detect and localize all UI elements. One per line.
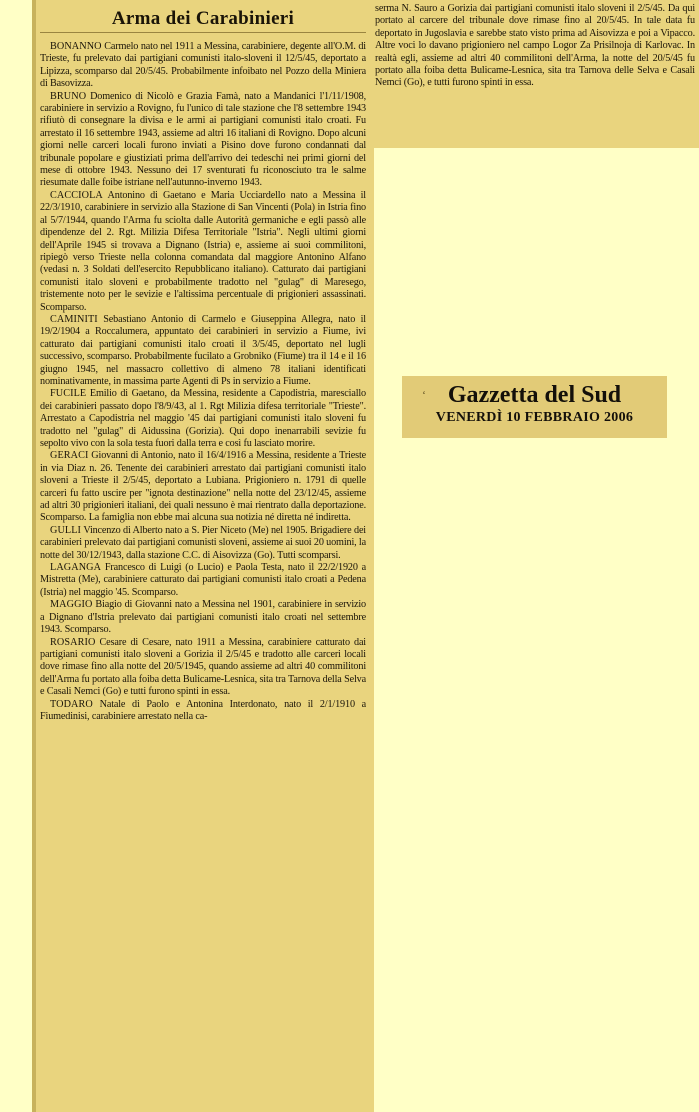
- entry-paragraph: [40, 190, 366, 314]
- publication-date: VENERDÌ 10 FEBBRAIO 2006: [435, 410, 634, 425]
- entry-surname: FUCILE: [50, 388, 87, 400]
- entry-text: Natale di Paolo e Antonina Interdonato, nato il 2/1/1910 a Fiumedinisi, carabiniere arrestato nella ca-: [40, 698, 366, 722]
- newspaper-clipping-main-column: [32, 0, 374, 1112]
- entry-paragraph: [40, 314, 366, 388]
- entry-surname: GERACI: [50, 450, 89, 462]
- entry-surname: LAGANGA: [50, 562, 102, 574]
- newspaper-clipping-continuation: [372, 0, 699, 148]
- entry-paragraph: [40, 699, 366, 724]
- entry-surname: BONANNO: [50, 41, 102, 52]
- quote-mark-icon: ‘: [422, 388, 426, 402]
- entry-text: Antonino di Gaetano e Maria Ucciardello nato a Messina il 22/3/1910, carabiniere in servizio alla Stazione di San Vincenti (Pola) in Istria fino al 5/7/1944, quando l'Arma fu sciolta dalle Autorità germaniche e egli passò alle dipendenze del 2. Rgt. Milizia Difesa Territoriale "Istria". Negli ultimi giorni dell'Aprile 1945 si trovava a Dignano (Istria) e, assieme ai suoi commilitoni, ripiegò verso Trieste nella colonna comandata dal maggiore Antonino Alfano (vedasi n. 3 Soldati dell'esercito Repubblicano italiano). Catturato dai partigiani comunisti italo sloveni e probabilmente tradotto nel "gulag" di Maresego, tristemente noto per le sevizie e l'altissima percentuale di prigionieri assassinati. Scomparso.: [40, 189, 366, 313]
- entry-text: Sebastiano Antonio di Carmelo e Giuseppina Allegra, nato il 19/2/1904 a Roccalumera, appuntato dei carabinieri in servizio a Fiume, ivi catturato dai partigiani comunisti italo croati il 3/5/45, deportato nel lugli successivo, scomparso. Probabilmente fucilato a Grobniko (Fiume) tra il 14 e il 16 giugno 1945, nel massacro collettivo di almeno 78 italiani identificati nominativamente, in massima parte Agenti di Ps in servizio a Fiume.: [40, 313, 366, 387]
- entry-text: Giovanni di Antonio, nato il 16/4/1916 a Messina, residente a Trieste in via Diaz n. 26. Tenente dei carabinieri arrestato dai partigiani comunisti italo sloveni a Trieste il 2/5/45, deportato a Lubiana. Prigioniero n. 1791 di quelle carceri fu fatto uscire per "ignota destinazione" nella notte del 23/12/45, assieme ad altri 30 prigionieri italiani, dei quali nessuno è mai rientrato dalla deportazione. Scomparso. La famiglia non ebbe mai alcuna sua notizia né diretta né indiretta.: [40, 450, 366, 524]
- newspaper-name: Gazzetta del Sud: [447, 382, 622, 408]
- entry-surname: BRUNO: [50, 90, 87, 102]
- entry-surname: CACCIOLA: [50, 189, 103, 201]
- entry-paragraph: [40, 637, 366, 699]
- entry-surname: TODARO: [50, 698, 93, 710]
- article-title: Arma dei Carabinieri: [40, 8, 366, 33]
- entry-surname: CAMINITI: [50, 313, 98, 325]
- entry-text: Biagio di Giovanni nato a Messina nel 1901, carabiniere in servizio a Dignano d'Istria prelevato dai partigiani comunisti italo croati nel settembre 1943. Scomparso.: [40, 599, 366, 636]
- entry-surname: GULLI: [50, 524, 82, 536]
- continuation-text: serma N. Sauro a Gorizia dai partigiani comunisti italo sloveni il 2/5/45. Da qui portato al carcere del tribunale dove rimase fino al 20/5/45. In tale data fu deportato in Jugoslavia e sarebbe stato visto prima ad Aisovizza e poi a Vipacco. Altre voci lo davano prigioniero nel campo Logor Za Prisilnoja di Karlovac. In realtà egli, assieme ad altri 40 commilitoni dell'Arma, la notte del 20/5/45 fu portato alla foiba detta Bulicame-Lesnica, sita tra Tarnova delle Selva e Casali Nemci (Go), e tutti furono spinti in essa.: [375, 3, 695, 89]
- entry-text: Emilio di Gaetano, da Messina, residente a Capodistria, maresciallo dei carabinieri passato dopo l'8/9/43, al 1. Rgt Milizia difesa territoriale "Trieste". Arrestato a Capodistria nel maggio '45 dai partigiani comunisti italo sloveni fu tradotto nel "gulag" di Aidussina (Gorizia). Qui dopo inenarrabili sevizie fu sepolto vivo con la sola testa fuori dalla terra e così fu lasciato morire.: [40, 388, 366, 449]
- newspaper-masthead: [402, 376, 667, 438]
- entry-paragraph: [40, 450, 366, 524]
- entry-text: Cesare di Cesare, nato 1911 a Messina, carabiniere catturato dai partigiani comunisti italo sloveni a Gorizia il 2/5/45 e tradotto alle carceri locali dove rimase fino alla notte del 20/5/1945, quando assieme ad altri 40 commilitoni dell'Arma fu portato alla foiba detta Bulicame-Lesnica, sita tra Tarnova della Selva e Casali Nemci (Go) e tutti furono spinti in essa.: [40, 636, 366, 698]
- entry-list: [40, 41, 366, 723]
- entry-surname: ROSARIO: [50, 636, 96, 648]
- entry-text: Vincenzo di Alberto nato a S. Pier Niceto (Me) nel 1905. Brigadiere dei carabinieri prelevato dai partigiani comunisti sloveni, assieme ai suoi 20 uomini, la notte del 30/12/1943, dalla stazione C.C. di Aisovizza (Go). Tutti scomparsi.: [40, 524, 366, 561]
- entry-paragraph: [40, 562, 366, 599]
- clipping-edge: [32, 0, 36, 1112]
- entry-paragraph: [40, 41, 366, 91]
- entry-paragraph: [40, 599, 366, 636]
- continuation-body: [375, 3, 695, 90]
- entry-paragraph: [40, 525, 366, 562]
- entry-paragraph: [40, 91, 366, 190]
- article-body: [40, 8, 366, 723]
- entry-surname: MAGGIO: [50, 599, 93, 611]
- entry-paragraph: [40, 388, 366, 450]
- entry-text: Francesco di Luigi (o Lucio) e Paola Testa, nato il 22/2/1920 a Mistretta (Me), carabiniere catturato dai partigiani comunisti italo croati a Pedena (Istria) nel maggio '45. Scomparso.: [40, 562, 366, 598]
- entry-text: Domenico di Nicolò e Grazia Famà, nato a Mandanici l'1/11/1908, carabiniere in servizio a Rovigno, fu l'unico di tale stazione che l'8 settembre 1943 rifiutò di consegnare la divisa e le armi ai partigiani comunisti italo croati. Fu arrestato il 16 settembre 1943, assieme ad altri 16 italiani di Rovigno. Dopo alcuni giorni nelle carceri locali furono inviati a Pisino dove furono condannati dal tribunale popolare e giustiziati prima dell'arrivo dei tedeschi nei primi giorni del mese di ottobre 1943. Nessuno dei 17 sventurati fu riconosciuto tra le salme riesumate dalle foibe istriane nell'autunno-inverno 1943.: [40, 90, 366, 189]
- entry-text: Carmelo nato nel 1911 a Messina, carabiniere, degente all'O.M. di Trieste, fu prelevato dai partigiani comunisti italo-sloveni il 12/5/45, deportato a Lipizza, scomparso dal 20/5/45. Probabilmente infoibato nel Pozzo della Miniera di Basovizza.: [40, 41, 366, 90]
